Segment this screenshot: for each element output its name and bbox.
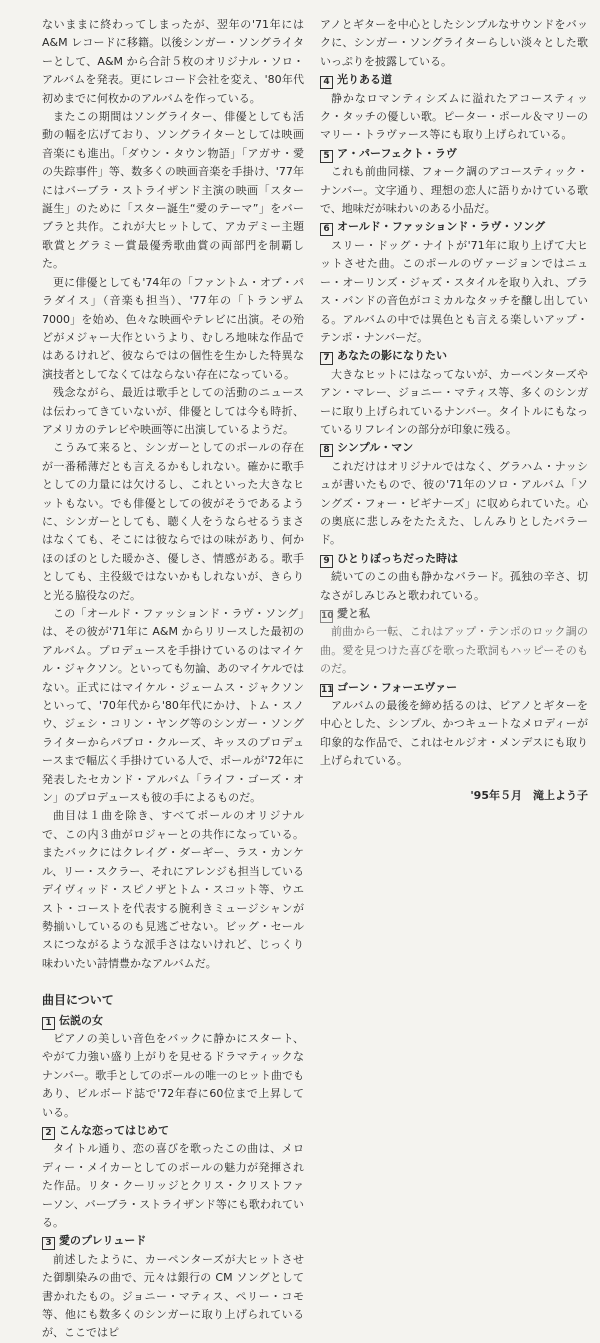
track-number: 3 xyxy=(42,1237,55,1250)
track-number: 2 xyxy=(42,1127,55,1140)
track-number: 5 xyxy=(320,150,333,163)
track-description: これだけはオリジナルではなく、グラハム・ナッシュが書いたもので、彼の'71年のソロ・アルバム「ソングズ・フォー・ビギナーズ」に収められていた。心の奥底に悲しみをたたえた、しんみりとしたバラード。 xyxy=(320,459,588,547)
track-description: 前曲から一転、これはアップ・テンポのロック調の曲。愛を見つけた喜びを歌った歌詞もハッピーそのものだ。 xyxy=(320,625,588,676)
track-number: 1 xyxy=(42,1017,55,1030)
track-description: これも前曲同様、フォーク調のアコースティック・ナンバー。文字通り、理想の恋人に語りかけている歌で、地味だが味わいのある小品だ。 xyxy=(320,165,588,216)
track-title: こんな恋ってはじめて xyxy=(59,1123,169,1137)
track-heading xyxy=(320,439,588,457)
track-description: 大きなヒットにはなってないが、カーペンターズやアン・マレー、ジョニー・マティス等、多くのシンガーに取り上げられているナンバー。タイトルにもなっているリフレインの部分が印象に残る。 xyxy=(320,367,588,436)
track-heading xyxy=(320,145,588,163)
right-column xyxy=(320,16,588,805)
track-heading xyxy=(42,1232,304,1250)
signature: '95年５月 滝上よう子 xyxy=(470,788,588,802)
track-heading xyxy=(320,347,588,365)
track-number: 7 xyxy=(320,352,333,365)
track-title: 伝説の女 xyxy=(59,1013,103,1027)
track-title: あなたの影になりたい xyxy=(337,349,447,363)
track-description: 前述したように、カーペンターズが大ヒットさせた御馴染みの曲で、元々は銀行の CM ソングとして書かれたもの。ジョニー・マティス、ペリー・コモ等、他にも数多くのシンガーに取り上げられているが、ここではピ xyxy=(42,1252,304,1340)
paragraph-continued: アノとギターを中心としたシンプルなサウンドをバックに、シンガー・ソングライターらしい淡々とした歌いっぷりを披露している。 xyxy=(320,18,588,68)
track-heading xyxy=(42,1122,304,1140)
track-description: 静かなロマンティシズムに溢れたアコースティック・タッチの優しい歌。ピーター・ポール＆マリーのマリー・トラヴァース等にも取り上げられている。 xyxy=(320,91,588,142)
track-description: ピアノの美しい音色をバックに静かにスタート、やがて力強い盛り上がりを見せるドラマティックなナンバー。歌手としてのポールの唯一のヒット曲でもあり、ビルボード誌で'72年春に60位まで上昇している。 xyxy=(42,1031,304,1119)
paragraph: 曲目は１曲を除き、すべてポールのオリジナルで、この内３曲がロジャーとの共作になっている。またバックにはクレイグ・ダーギー、ラス・カンケル、リー・スクラー、それにアレンジも担当しているデイヴィッド・スピノザとトム・スコット等、ウエスト・コーストを代表する腕利きミュージシャンが勢揃いしているのも見逃ごせない。ビッグ・セールスにつながるような派手さはないけれど、じっくり味わいたい詩情豊かなアルバムだ。 xyxy=(42,809,304,970)
track-heading xyxy=(320,71,588,89)
track-description: 続いてのこの曲も静かなバラード。孤独の辛さ、切なさがしみじみと歌われている。 xyxy=(320,570,588,602)
paragraph: 残念ながら、最近は歌手としての活動のニュースは伝わってきていないが、俳優としては今も時折、アメリカのテレビや映画等に出演しているようだ。 xyxy=(42,386,304,436)
track-number: 11 xyxy=(321,684,334,695)
track-heading xyxy=(42,1012,304,1030)
track-title: ひとりぼっちだった時は xyxy=(337,551,458,565)
track-title: ゴーン・フォーエヴァー xyxy=(337,680,458,694)
track-number: 4 xyxy=(320,76,333,89)
track-title: 光りある道 xyxy=(337,73,392,87)
track-description: アルバムの最後を締め括るのは、ピアノとギターを中心とした、シンプル、かつキュートなメロディーが印象的な作品で、これはセルジオ・メンデスにも取り上げられている。 xyxy=(320,699,588,768)
track-heading xyxy=(320,679,588,697)
track-number: 6 xyxy=(320,223,333,236)
paragraph: またこの期間はソングライター、俳優としても活動の幅を広げており、ソングライターとしては映画音楽にも進出。「ダウン・タウン物語」「アガサ・愛の失踪事件」等、数多くの映画音楽を手掛け、'77年にはバーブラ・ストライザンド主演の映画「スター誕生」のために「スター誕生“愛のテーマ”」をバーブラと共作。これが大ヒットして、アカデミー主題歌賞とグラミー賞最優秀歌曲賞の両部門を制覇した。 xyxy=(42,110,304,271)
track-heading xyxy=(320,550,588,568)
left-column xyxy=(42,16,304,1343)
paragraph: 更に俳優としても'74年の「ファントム・オブ・パラダイス」（音楽も担当）、'77年の「トランザム7000」を始め、色々な映画やテレビに出演。その殆どがメジャー大作というより、むしろ地味な作品ではあるけれど、彼ならではの個性を生かした特異な演技者としてなくてはならない存在になっている。 xyxy=(42,275,304,381)
track-title: シンプル・マン xyxy=(337,441,414,455)
track-description: タイトル通り、恋の喜びを歌ったこの曲は、メロディー・メイカーとしてのポールの魅力が発揮された作品。リタ・クーリッジとクリス・クリストファーソン、バーブラ・ストライザンド等にも歌われている。 xyxy=(42,1142,304,1229)
track-number: 8 xyxy=(320,444,333,457)
track-title: ア・パーフェクト・ラヴ xyxy=(337,146,457,160)
paragraph: この「オールド・ファッションド・ラヴ・ソング」は、その彼が'71年に A&M からリリースした最初のアルバム。プロデュースを手掛けているのはマイケル・ジャクソン。といっても勿論、あのマイケルではない。正式にはマイケル・ジェームス・ジャクソンといって、'70年代から'80年代にかけ、トム・スノウ、ジェシ・コリン・ヤング等のシンガー・ソングライターからパブロ・クルーズ、キッスのプロデュースまで幅広く手掛けている人で、ポールが'72年に発表したセカンド・アルバム「ライフ・ゴーズ・オン」のプロデュースも彼の手によるものだ。 xyxy=(42,607,304,805)
track-heading xyxy=(320,605,588,623)
track-number: 9 xyxy=(320,555,333,568)
track-title: オールド・ファッションド・ラヴ・ソング xyxy=(337,220,546,234)
track-heading xyxy=(320,218,588,236)
track-title: 愛と私 xyxy=(337,607,370,620)
track-number: 10 xyxy=(321,611,334,621)
track-description: スリー・ドッグ・ナイトが'71年に取り上げて大ヒットさせた曲。このポールのヴァージョンではニュー・オーリンズ・ジャズ・スタイルを取り入れ、ブラス・バンドの音色がコミカルなタッチを醸し出している。アルバムの中では異色とも言える楽しいアップ・テンポ・ナンバーだ。 xyxy=(320,238,588,344)
paragraph: ないままに終わってしまったが、翌年の'71年には A&M レコードに移籍。以後シンガー・ソングライターとして、A&M から合計５枚のオリジナル・ソロ・アルバムを発表。更にレコード会社を変え、'80年代初めまでに何枚かのアルバムを作っている。 xyxy=(42,18,304,105)
section-title: 曲目について xyxy=(42,993,114,1008)
track-title: 愛のプレリュード xyxy=(59,1234,147,1248)
paragraph: こうみて来ると、シンガーとしてのポールの存在が一番稀薄だとも言えるかもしれない。確かに歌手としての力量には欠けるし、これといった大きなヒットもない。でも俳優としての彼がそうであるように、シンガーとしても、聴く人をうならせるうまさはなくても、そこには彼ならではの味があり、何かほのぼのとした暖かさ、優しさ、情感がある。歌手としても、主役級ではないかもしれないが、きらりと光る脇役なのだ。 xyxy=(42,441,304,602)
